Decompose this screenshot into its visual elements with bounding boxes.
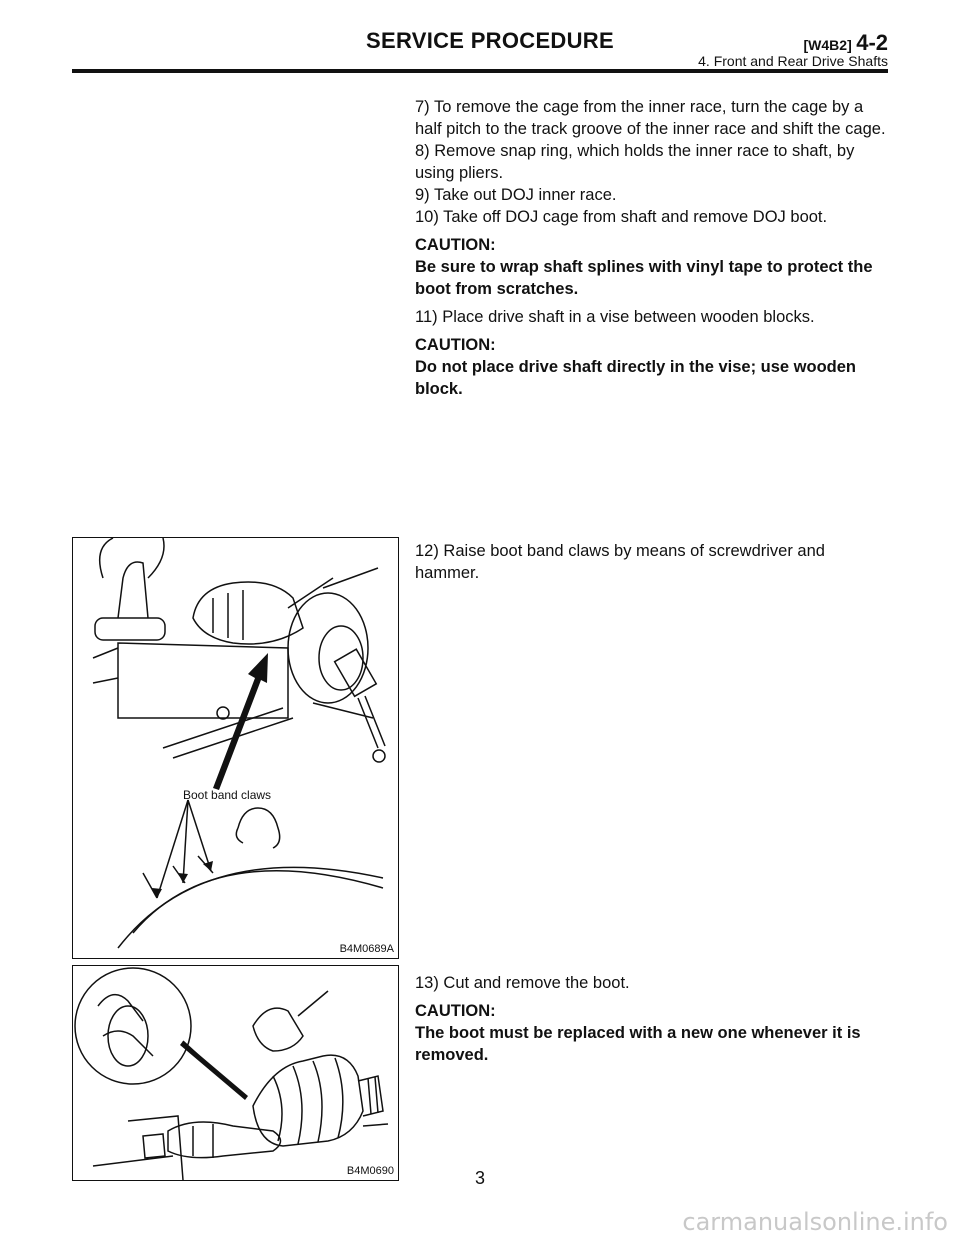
caution-2-text: Do not place drive shaft directly in the vise; use wooden block. xyxy=(415,358,857,398)
step-13-block xyxy=(415,972,890,1066)
step-8: 8) Remove snap ring, which holds the inner race to shaft, by using pliers. xyxy=(415,142,855,182)
caution-2-title: CAUTION: xyxy=(415,336,496,354)
caution-3-text: The boot must be replaced with a new one whenever it is removed. xyxy=(415,1024,861,1064)
step-12: 12) Raise boot band claws by means of screwdriver and hammer. xyxy=(415,542,825,582)
header-rule xyxy=(72,69,888,73)
caution-1-text: Be sure to wrap shaft splines with vinyl tape to protect the boot from scratches. xyxy=(415,258,873,298)
figure-cut-boot xyxy=(72,965,399,1181)
section-subtitle: 4. Front and Rear Drive Shafts xyxy=(698,53,888,69)
step-10: 10) Take off DOJ cage from shaft and remove DOJ boot. xyxy=(415,208,828,226)
watermark: carmanualsonline.info xyxy=(682,1208,948,1236)
step-12-block xyxy=(415,540,890,584)
figure-2-code: B4M0690 xyxy=(346,1165,394,1177)
figure-1-illustration xyxy=(73,538,398,958)
caution-1-title: CAUTION: xyxy=(415,236,496,254)
figure-2-illustration xyxy=(73,966,398,1180)
figure-1-code: B4M0689A xyxy=(339,943,394,955)
section-code-bracket: [W4B2] xyxy=(803,37,852,53)
steps-7-11-block xyxy=(415,96,890,400)
step-11: 11) Place drive shaft in a vise between wooden blocks. xyxy=(415,308,815,326)
step-9: 9) Take out DOJ inner race. xyxy=(415,186,617,204)
figure-1-label: Boot band claws xyxy=(183,788,272,802)
step-13: 13) Cut and remove the boot. xyxy=(415,974,630,992)
figure-boot-band-claws xyxy=(72,537,399,959)
section-number: 4-2 xyxy=(856,30,888,55)
page-number: 3 xyxy=(475,1168,486,1188)
caution-3-title: CAUTION: xyxy=(415,1002,496,1020)
step-7: 7) To remove the cage from the inner race, turn the cage by a half pitch to the track groove of the inner race and shift the cage. xyxy=(415,98,886,138)
page-title: SERVICE PROCEDURE xyxy=(366,28,614,53)
